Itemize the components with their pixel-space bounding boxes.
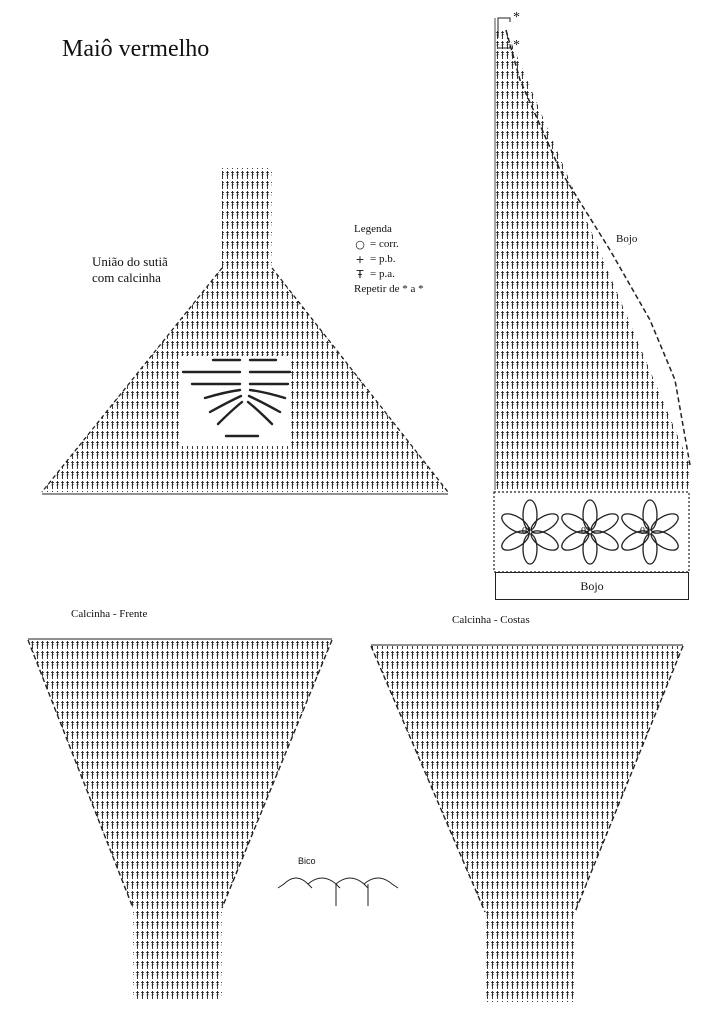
legend-item-chain [354,237,424,252]
repeat-marker-end: * [513,38,520,53]
legend-repeat-note: Repetir de * a * [354,283,424,295]
motif-number-1: 01 [522,526,532,537]
double-crochet-icon: Ŧ [356,268,364,281]
bojo-box [495,572,689,600]
legend-item-label: = p.b. [370,253,396,265]
uniao-stitch-chart [42,168,448,494]
uniao-label-line2: com calcinha [92,270,161,285]
chain-stitch-icon: ○ [355,238,365,251]
uniao-label-line1: União do sutiã [92,254,168,269]
legend-item-label: = corr. [370,238,399,250]
costas-stitch-chart [371,645,683,1002]
bico-label: Bico [298,856,316,866]
bico-chart [278,878,398,906]
single-crochet-icon: + [355,253,365,266]
center-motif [180,356,290,446]
bojo-box-label: Bojo [580,579,604,593]
calcinha-frente-label: Calcinha - Frente [71,608,148,620]
legend-item-single-crochet [354,252,424,267]
legend [354,222,424,297]
motif-number-3: 03 [640,526,650,537]
calcinha-costas-label: Calcinha - Costas [452,614,530,626]
legend-item-double-crochet [354,267,424,282]
page-title: Maiô vermelho [62,36,210,62]
bojo-label: Bojo [616,233,638,245]
legend-heading: Legenda [354,223,392,235]
motif-number-2: 02 [581,526,591,537]
repeat-marker-start: * [513,10,520,25]
bojo-stitch-chart [494,18,690,572]
frente-stitch-chart [28,639,332,1000]
legend-item-label: = p.a. [370,268,395,280]
